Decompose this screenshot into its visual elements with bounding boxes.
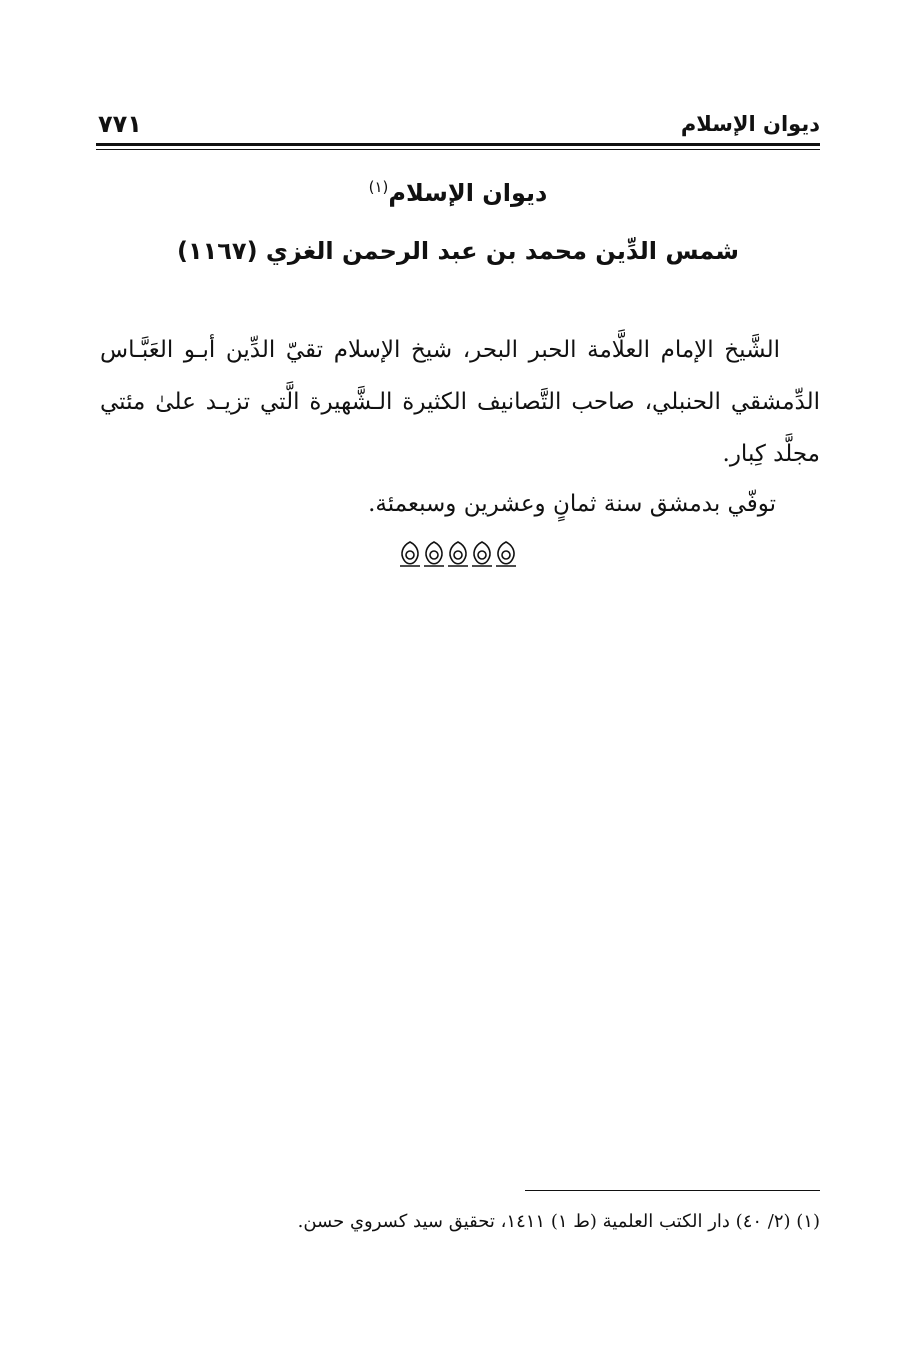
footnote-separator [525, 1190, 820, 1191]
footnote-text: (٢/ ٤٠) دار الكتب العلمية (ط ١) ١٤١١، تحقيق سيد كسروي حسن. [297, 1211, 791, 1232]
bio-paragraph: الشَّيخ الإمام العلَّامة الحبر البحر، شيخ الإسلام تقيّ الدِّين أبـو العَبَّـاس الدِّمشقي الحنبلي، صاحب التَّصانيف الكثيرة الـشَّهيرة الَّتي تزيـد علىٰ مئتي مجلَّد كِبار. [100, 337, 820, 467]
author-line: شمس الدِّين محمد بن عبد الرحمن الغزي (١١٦٧) [177, 237, 739, 265]
page-number: ٧٧١ [98, 110, 142, 138]
header-rule-thin [96, 149, 820, 150]
ornament-divider [396, 540, 522, 568]
entry-title-text: ديوان الإسلام [388, 179, 548, 207]
running-header [96, 110, 820, 140]
footnote-marker[interactable]: (١) [368, 178, 389, 196]
running-title: ديوان الإسلام [680, 112, 820, 136]
header-rule-thick [96, 143, 820, 146]
death-note: توفّي بدمشق سنة ثمانٍ وعشرين وسبعمئة. [368, 491, 776, 517]
footnote-number: (١) [796, 1211, 820, 1232]
footnote-1 [96, 1206, 820, 1238]
entry-title [96, 178, 820, 207]
